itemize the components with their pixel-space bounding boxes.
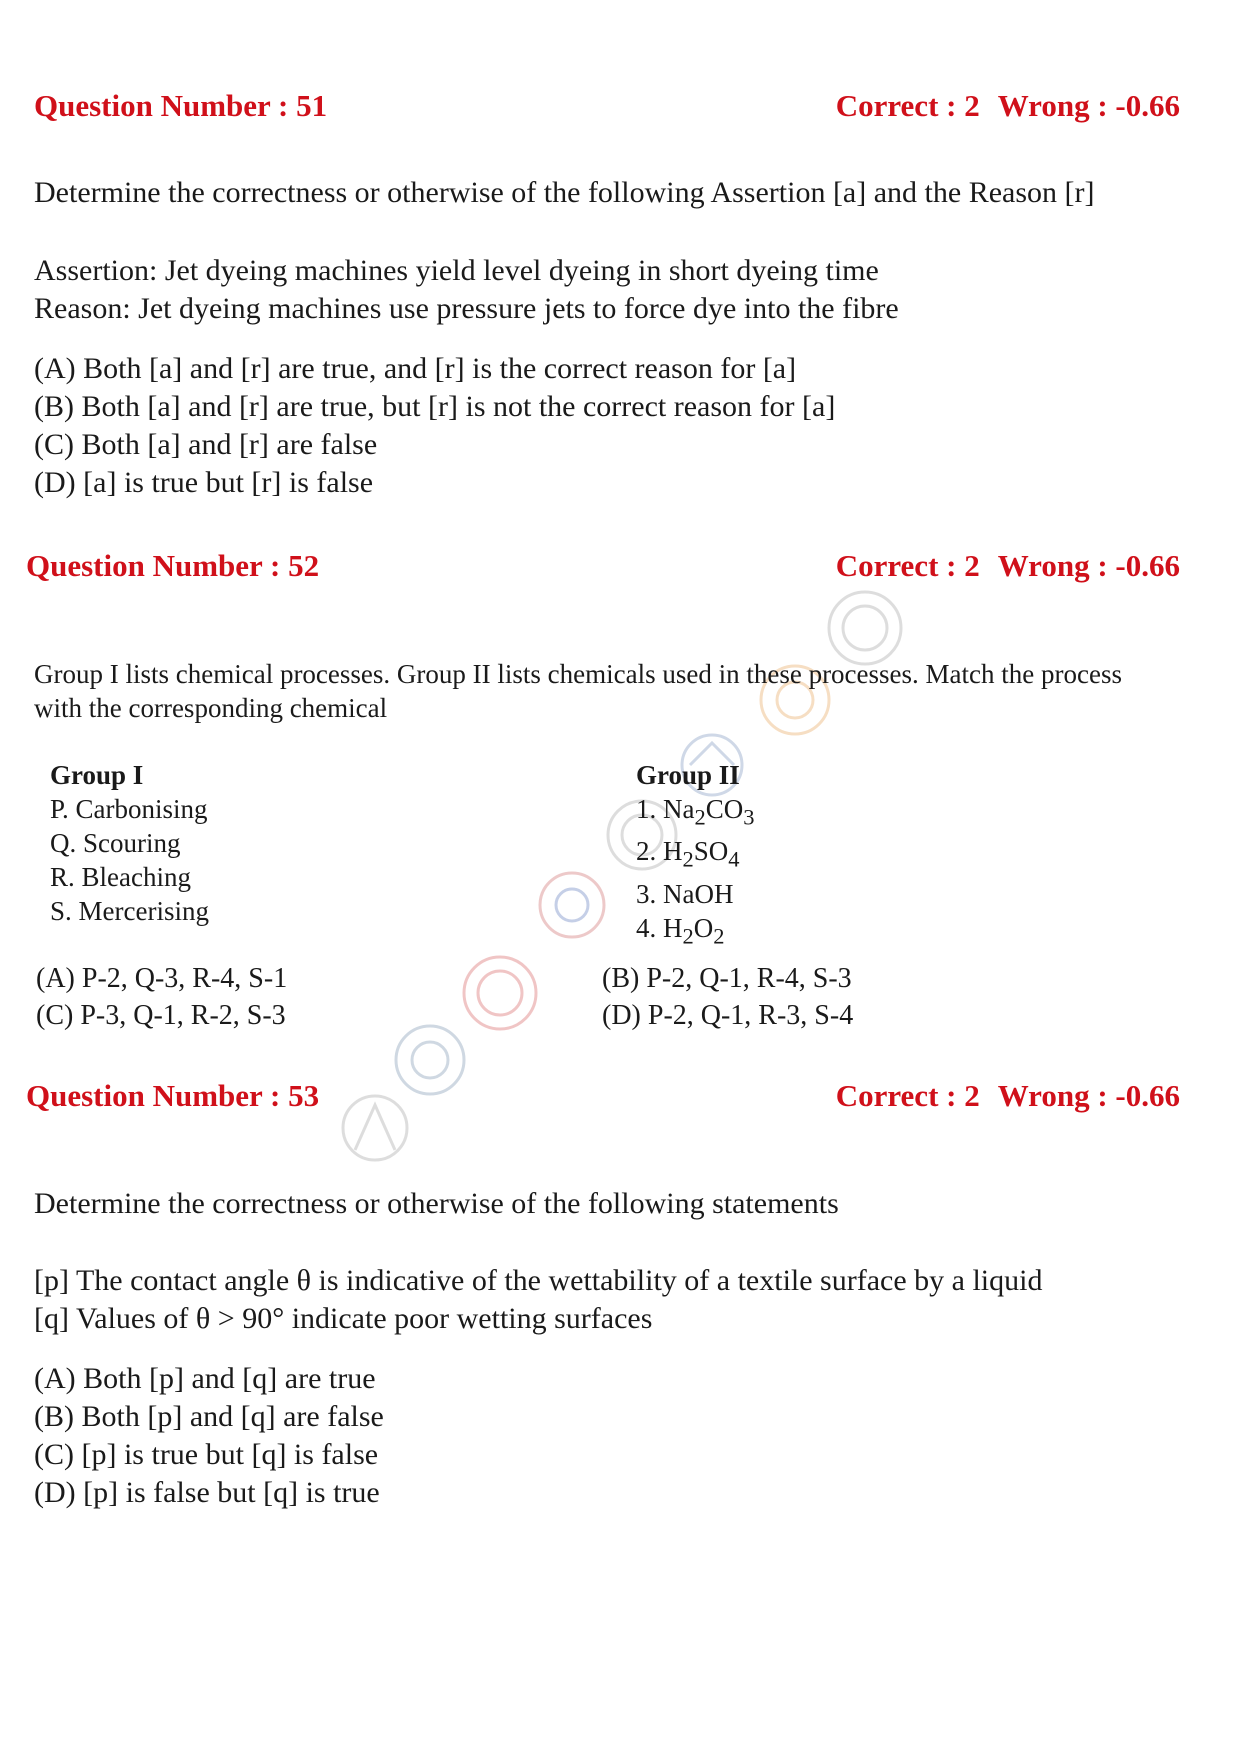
wrong-marks: Wrong : -0.66 — [997, 88, 1180, 123]
correct-marks: Correct : 2 — [835, 88, 980, 123]
answer-options-left — [36, 960, 287, 1034]
group-2-list — [636, 758, 755, 953]
question-stem: Determine the correctness or otherwise of the following Assertion [a] and the Reason [r] — [34, 176, 1095, 209]
option-c[interactable]: (C) [p] is true but [q] is false — [34, 1438, 379, 1471]
option-b[interactable]: (B) P-2, Q-1, R-4, S-3 — [602, 963, 852, 994]
question-number-header: Question Number : 52 — [26, 548, 320, 583]
marking-scheme — [836, 1078, 1180, 1114]
option-b[interactable]: (B) Both [a] and [r] are true, but [r] is not the correct reason for [a] — [34, 390, 836, 423]
question-number-header: Question Number : 53 — [26, 1078, 320, 1113]
option-a[interactable]: (A) Both [a] and [r] are true, and [r] is the correct reason for [a] — [34, 352, 797, 385]
group-2-item: 3. NaOH — [636, 878, 734, 909]
statement-p: [p] The contact angle θ is indicative of the wettability of a textile surface by a liquid — [34, 1264, 1043, 1297]
answer-options — [34, 350, 835, 502]
correct-marks: Correct : 2 — [835, 1078, 980, 1113]
group-2-item: 1. $Na_2CO_3$ — [636, 794, 755, 830]
option-c[interactable]: (C) Both [a] and [r] are false — [34, 428, 378, 461]
group-1-title: Group I — [50, 760, 144, 790]
statement-q: [q] Values of θ > 90° indicate poor wetting surfaces — [34, 1302, 653, 1335]
option-d[interactable]: (D) [a] is true but [r] is false — [34, 466, 374, 499]
marking-scheme — [836, 88, 1180, 124]
stem-line: with the corresponding chemical — [34, 693, 388, 723]
question-number-header: Question Number : 51 — [34, 88, 328, 123]
group-1-item: S. Mercerising — [50, 896, 209, 926]
option-d[interactable]: (D) [p] is false but [q] is true — [34, 1476, 380, 1509]
group-1-list — [50, 758, 209, 928]
reason-text: Reason: Jet dyeing machines use pressure jets to force dye into the fibre — [34, 292, 899, 325]
assertion-text: Assertion: Jet dyeing machines yield level dyeing in short dyeing time — [34, 254, 879, 287]
wrong-marks: Wrong : -0.66 — [997, 1078, 1180, 1113]
option-a[interactable]: (A) Both [p] and [q] are true — [34, 1362, 376, 1395]
option-a[interactable]: (A) P-2, Q-3, R-4, S-1 — [36, 963, 288, 994]
group-1-item: Q. Scouring — [50, 828, 181, 858]
answer-options-right — [602, 960, 853, 1034]
option-b[interactable]: (B) Both [p] and [q] are false — [34, 1400, 384, 1433]
group-1-item: R. Bleaching — [50, 862, 191, 892]
group-2-title: Group II — [636, 760, 740, 790]
question-stem — [34, 657, 1122, 725]
answer-options — [34, 1360, 384, 1512]
option-c[interactable]: (C) P-3, Q-1, R-2, S-3 — [36, 1000, 286, 1031]
wrong-marks: Wrong : -0.66 — [997, 548, 1180, 583]
group-2-item: 2. $H_2SO_4$ — [636, 836, 740, 872]
question-stem: Determine the correctness or otherwise of the following statements — [34, 1187, 839, 1220]
correct-marks: Correct : 2 — [835, 548, 980, 583]
stem-line: Group I lists chemical processes. Group II lists chemicals used in these processes. Match the process — [34, 659, 1122, 689]
group-2-item: 4. $H_2O_2$ — [636, 912, 725, 949]
marking-scheme — [836, 548, 1180, 584]
option-d[interactable]: (D) P-2, Q-1, R-3, S-4 — [602, 1000, 854, 1031]
group-1-item: P. Carbonising — [50, 794, 208, 824]
